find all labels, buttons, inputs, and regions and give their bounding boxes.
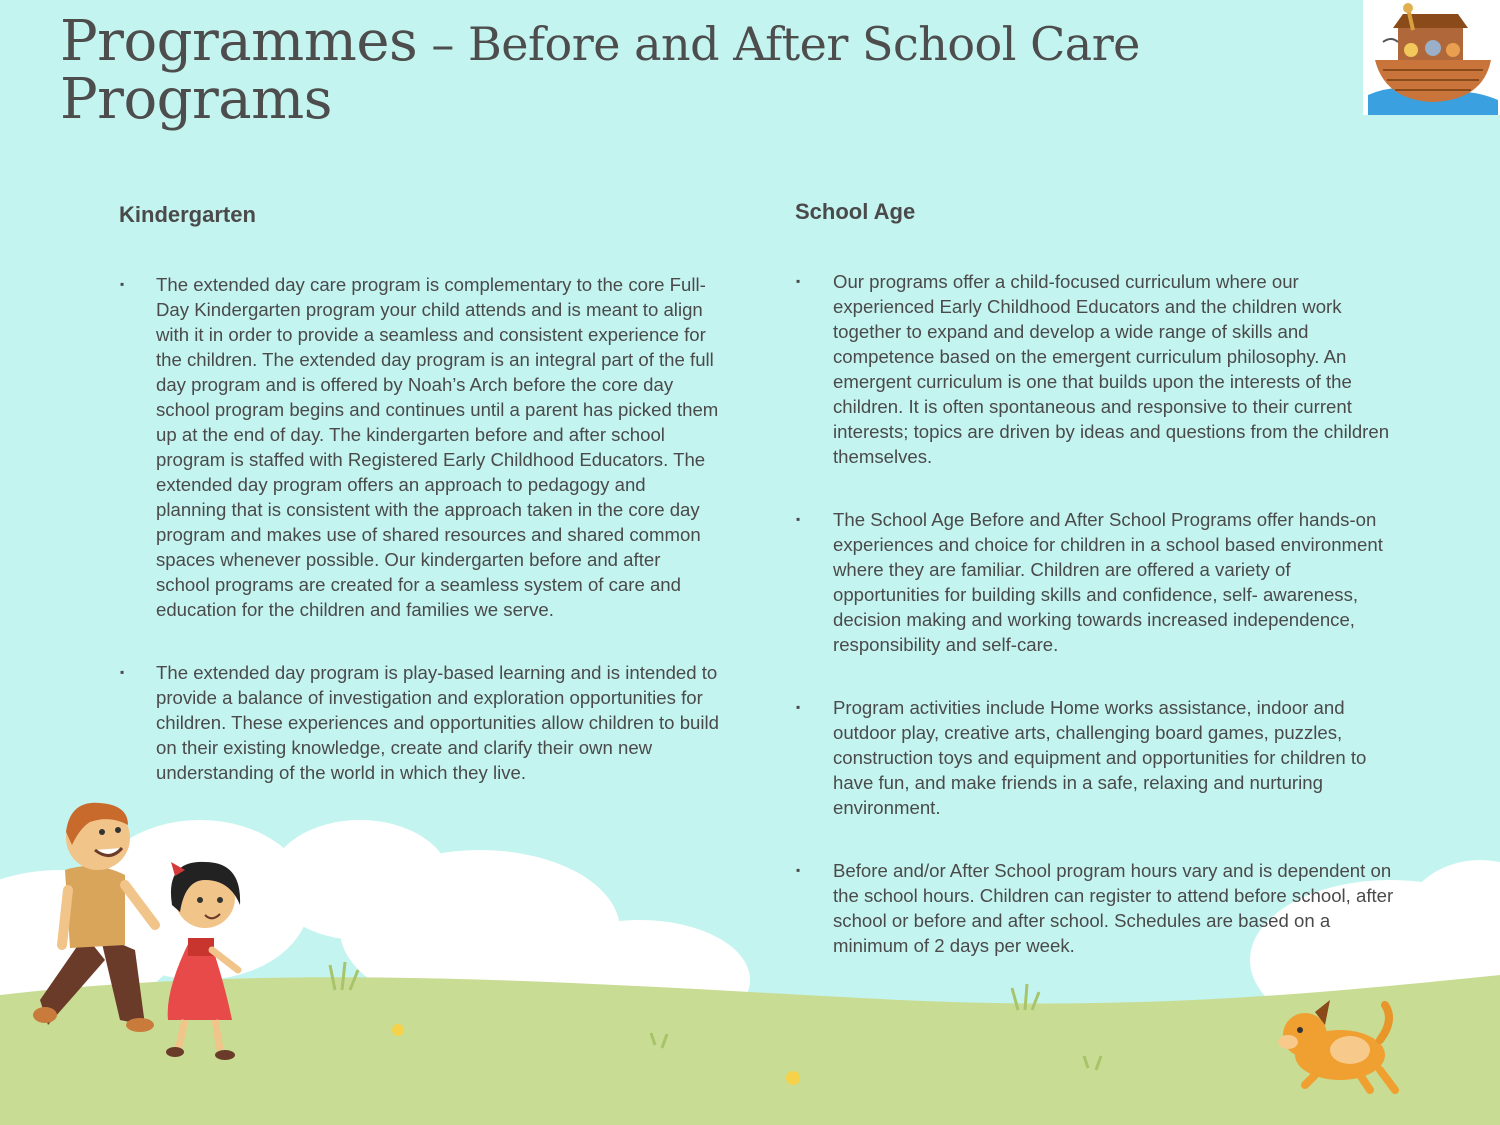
bullet-icon: ▪ — [120, 277, 125, 291]
list-item — [795, 269, 1395, 469]
kindergarten-bullets — [119, 272, 719, 785]
bullet-text: The extended day program is play-based learning and is intended to provide a balance of investigation and exploration opportunities for children. These experiences and opportunities allow children to build on their existing knowledge, create and clarify their own new understanding of the world in which they live. — [156, 662, 719, 783]
title-programmes: Programmes — [60, 9, 418, 74]
noahs-ark-icon — [1363, 0, 1500, 115]
title-programs: Programs — [60, 67, 333, 132]
bullet-icon: ▪ — [796, 512, 801, 526]
kindergarten-section — [119, 200, 719, 823]
list-item — [119, 660, 719, 785]
bullet-icon: ▪ — [796, 700, 801, 714]
bullet-icon: ▪ — [796, 863, 801, 877]
page-title — [60, 9, 1340, 132]
title-subtitle: – Before and After School Care — [417, 17, 1140, 71]
bullet-icon: ▪ — [120, 665, 125, 679]
bullet-icon: ▪ — [796, 274, 801, 288]
bullet-text: The extended day care program is complementary to the core Full-Day Kindergarten program your child attends and is meant to align with it in order to provide a seamless and consistent experience for the children. The extended day program is an integral part of the full day program and is offered by Noah’s Arch before the core day school program begins and continues until a parent has picked them up at the end of day. The kindergarten before and after school program is staffed with Registered Early Childhood Educators. The extended day program offers an approach to pedagogy and planning that is consistent with the approach taken in the core day program and makes use of shared resources and shared common spaces whenever possible. Our kindergarten before and after school programs are created for a seamless system of care and education for the children and families we serve. — [156, 274, 719, 620]
list-item — [795, 507, 1395, 657]
bullet-text: Program activities include Home works assistance, indoor and outdoor play, creative arts, challenging board games, puzzles, construction toys and equipment and opportunities for children to have fun, and make friends in a safe, relaxing and nurturing environment. — [833, 697, 1367, 818]
bullet-text: The School Age Before and After School Programs offer hands-on experiences and choice for children in a school based environment where they are familiar. Children are offered a variety of opportunities for building skills and confidence, self- awareness, decision making and working towards increased independence, responsibility and self-care. — [833, 509, 1383, 655]
kindergarten-heading: Kindergarten — [119, 202, 256, 227]
school-age-bullets — [795, 269, 1395, 958]
bullet-text: Our programs offer a child-focused curriculum where our experienced Early Childhood Educators and the children work together to expand and develop a wide range of skills and competence based on the emergent curriculum philosophy. An emergent curriculum is one that builds upon the interests of the children. It is often spontaneous and responsive to their current interests; topics are driven by ideas and questions from the children themselves. — [833, 271, 1390, 467]
list-item — [119, 272, 719, 622]
school-age-section — [795, 197, 1395, 996]
list-item — [795, 858, 1395, 958]
list-item — [795, 695, 1395, 820]
bullet-text: Before and/or After School program hours vary and is dependent on the school hours. Children can register to attend before school, after school or before and after school. Schedules are based on a minimum of 2 days per week. — [833, 860, 1394, 956]
school-age-heading: School Age — [795, 199, 916, 224]
